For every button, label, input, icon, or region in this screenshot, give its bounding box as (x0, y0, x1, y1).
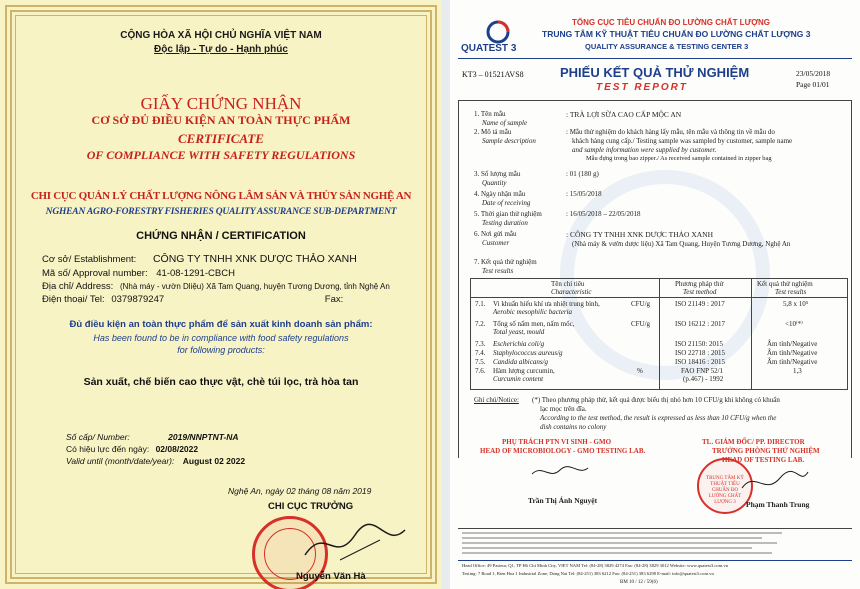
row-unit: CFU/g (631, 320, 651, 328)
th-method-en: Test method (683, 288, 717, 296)
footer-divider (458, 560, 852, 561)
signer2-name: Phạm Thanh Trung (746, 500, 810, 509)
row-no: 7.3. (475, 340, 486, 348)
field2-value-1: : Mẫu thử nghiệm do khách hàng lấy mẫu, tên mẫu và thông tin về mẫu do (566, 128, 775, 136)
body-frame-right (851, 100, 852, 458)
row-method: ISO 18416 : 2015 (675, 358, 725, 366)
valid-row (66, 444, 198, 454)
signer1-title-vn: PHỤ TRÁCH PTN VI SINH - GMO (502, 438, 612, 446)
field5-value: : 16/05/2018 – 22/05/2018 (566, 210, 641, 218)
valid-en-row (66, 456, 245, 466)
approval-row (42, 268, 235, 279)
report-stamp-text: TRUNG TÂM KỸ THUẬT TIÊU CHUẨN ĐO LƯỜNG CHẤT LƯỢNG 3 (706, 476, 744, 505)
header-divider (458, 58, 852, 59)
disclaimer-line (462, 552, 772, 554)
row-name: Candida albicans/g (493, 358, 549, 366)
address-value: (Nhà máy - vườn Dliệu) Xã Tam Quang, huyện Tương Dương, tỉnh Nghệ An (119, 282, 390, 291)
row-unit: % (637, 367, 643, 375)
signer1-signature (530, 462, 590, 482)
valid-en-label: Valid until (month/date/year): (66, 456, 175, 466)
notice-line-3: According to the test method, the result is expressed as less than 10 CFU/g when the (540, 414, 777, 422)
valid-en-value: August 02 2022 (182, 456, 246, 466)
row-no: 7.4. (475, 349, 486, 357)
disclaimer-line (462, 542, 777, 544)
row-method: ISO 16212 : 2017 (675, 320, 725, 328)
agency-name-en: NGHEAN AGRO-FORESTRY FISHERIES QUALITY ASSURANCE SUB-DEPARTMENT (45, 207, 397, 217)
products-line: Sản xuất, chế biến cao thực vật, chè túi lọc, trà hòa tan (83, 376, 359, 388)
row-result: 5,8 x 10⁵ (783, 300, 809, 308)
row-unit: CFU/g (631, 300, 651, 308)
th-characteristic-en: Characteristic (551, 288, 592, 296)
establishment-label: Cơ sở/ Establishment: (42, 254, 137, 265)
row-name: Tổng số nấm men, nấm mốc, (493, 320, 575, 328)
approval-number: 41-08-1291-CBCH (156, 268, 235, 279)
field1-label: 1. Tên mẫu (474, 110, 506, 118)
test-report-document (450, 0, 860, 589)
table-row (471, 358, 847, 367)
certificate-subtitle-en: OF COMPLIANCE WITH SAFETY REGULATIONS (86, 148, 356, 162)
national-motto: Độc lập - Tự do - Hạnh phúc (154, 44, 288, 55)
row-name: Vi khuẩn hiếu khí ưa nhiệt trung bình, (493, 300, 600, 308)
field5-en: Testing duration (482, 219, 528, 227)
row-result: Âm tính/Negative (767, 358, 818, 366)
field4-en: Date of receiving (482, 199, 531, 207)
row-no: 7.1. (475, 300, 486, 308)
notice-line-4: dish contains no colony (540, 423, 607, 431)
signer2-title-vn: TL. GIÁM ĐỐC/ PP. DIRECTOR (702, 438, 805, 446)
compliance-statement-en-2: for following products: (177, 345, 265, 355)
row-name: Hàm lượng curcumin, (493, 367, 555, 375)
row-name-en: Curcumin content (493, 375, 544, 383)
compliance-statement-en: Has been found to be in compliance with food safety regulations (93, 333, 349, 343)
field7-label: 7. Kết quả thử nghiệm (474, 258, 537, 266)
footer-form-code: BM 10 / 12 / 59(6) (620, 580, 658, 585)
report-date: 23/05/2018 (796, 69, 831, 78)
field2-en: Sample description (482, 137, 536, 145)
field3-value: : 01 (180 g) (566, 170, 599, 178)
row-method: ISO 22718 : 2015 (675, 349, 725, 357)
body-frame-left (458, 100, 459, 458)
notice-label: Ghi chú/Notice: (474, 396, 519, 404)
field6-en: Customer (482, 239, 510, 247)
certificate-title-en: CERTIFICATE (178, 131, 264, 146)
field1-value: : TRÀ LỢI SỮA CAO CẤP MỘC AN (566, 110, 682, 119)
footer-testing-site: Testing: 7 Road 1, Bien Hoa 1 Industrial Zone, Dong Nai Tel: (84-251) 383 6212 Fax: (84-251) 383 6298 E-mail: info@quatest3.com.vn (462, 571, 714, 576)
field3-en: Quantity (482, 179, 507, 187)
row-no: 7.5. (475, 358, 486, 366)
country-name: CỘNG HÒA XÃ HỘI CHỦ NGHĨA VIỆT NAM (120, 30, 322, 41)
row-result: <10⁽*⁾ (785, 320, 803, 328)
field6-value-2: (Nhà máy & vườn dược liệu) Xã Tam Quang, Huyện Tương Dương, Nghệ An (572, 240, 791, 248)
phone-label: Điện thoại/ Tel: (42, 294, 105, 305)
number-label: Số cấp/ Number: (66, 432, 130, 442)
address-label: Địa chỉ/ Address: (42, 281, 114, 292)
field3-label: 3. Số lượng mẫu (474, 170, 521, 178)
disclaimer-line (462, 537, 762, 539)
signer-title: CHI CỤC TRƯỞNG (268, 501, 354, 512)
th-result-en: Test results (775, 288, 807, 296)
body-frame-top (458, 100, 852, 101)
phone-row (42, 294, 343, 305)
table-row (471, 349, 847, 358)
signer2-title-en: HEAD OF TESTING LAB. (722, 456, 805, 464)
disclaimer-divider (458, 528, 852, 529)
field4-label: 4. Ngày nhận mẫu (474, 190, 526, 198)
row-result: 1,3 (793, 367, 802, 375)
signer1-title-en: HEAD OF MICROBIOLOGY - GMO TESTING LAB. (480, 447, 646, 455)
compliance-statement-vn: Đủ điều kiện an toàn thực phẩm để sản xuất kinh doanh sản phẩm: (69, 319, 373, 330)
row-method: FAO FNP 52/1 (681, 367, 724, 375)
certificate-title-vn: GIẤY CHỨNG NHẬN (140, 94, 302, 113)
address-row (42, 281, 390, 292)
field6-label: 6. Nơi gửi mẫu (474, 230, 517, 238)
valid-label: Có hiệu lực đến ngày: (66, 444, 150, 454)
signer1-name: Trần Thị Ánh Nguyệt (528, 496, 598, 505)
row-name: Escherichia coli/g (493, 340, 545, 348)
th-method-vn: Phương pháp thử (675, 280, 724, 288)
field1-en: Name of sample (482, 119, 528, 127)
report-page: Page 01/01 (796, 80, 830, 89)
row-no: 7.2. (475, 320, 486, 328)
fax-label: Fax: (324, 294, 344, 305)
th-characteristic-vn: Tên chỉ tiêu (551, 280, 585, 288)
field5-label: 5. Thời gian thử nghiệm (474, 210, 542, 218)
org-name-en: QUALITY ASSURANCE & TESTING CENTER 3 (585, 42, 749, 51)
signature-mark (300, 520, 410, 570)
logo-text: QUATEST 3 (461, 43, 517, 54)
field7-en: Test results (482, 267, 514, 275)
approval-label: Mã số/ Approval number: (42, 268, 148, 279)
row-method: ISO 21149 : 2017 (675, 300, 725, 308)
row-method: ISO 21150: 2015 (675, 340, 723, 348)
field2-label: 2. Mô tả mẫu (474, 128, 512, 136)
table-row (471, 367, 847, 389)
report-title-en: TEST REPORT (596, 82, 688, 93)
field2-value-4: Mẫu đựng trong bao zipper./ As received sample contained in zipper bag (586, 155, 772, 162)
report-title-vn: PHIẾU KẾT QUẢ THỬ NGHIỆM (560, 65, 750, 80)
field6-value-1: : CÔNG TY TNHH XNK DƯỢC THẢO XANH (566, 230, 714, 239)
valid-value: 02/08/2022 (155, 444, 199, 454)
org-name-vn: TRUNG TÂM KỸ THUẬT TIÊU CHUẨN ĐO LƯỜNG CHẤT LƯỢNG 3 (542, 29, 811, 39)
quatest-logo (458, 20, 538, 58)
table-row (471, 320, 847, 340)
row-no: 7.6. (475, 367, 486, 375)
number-value: 2019/NNPTNT-NA (168, 432, 239, 442)
row-name: Staphylococcus aureus/g (493, 349, 563, 357)
row-result: Âm tính/Negative (767, 340, 818, 348)
results-table (470, 278, 848, 390)
footer-head-office: Head Office: 49 Pasteur, Q1, TP Hồ Chí Minh City, VIET NAM Tel: (84-28) 3829 4274 Fax: (84-28) 3829 3012 Website: www.quatest3.com.vn (462, 563, 728, 568)
field2-value-2: khách hàng cung cấp./ Testing sample was sampled by customer, sample name (572, 137, 793, 145)
row-result: Âm tính/Negative (767, 349, 818, 357)
row-name-en: Total yeast, mould (493, 328, 545, 336)
row-name-en: Aerobic mesophilic bacteria (493, 308, 573, 316)
disclaimer-line (462, 532, 782, 534)
phone-value: 0379879247 (111, 294, 165, 305)
table-row (471, 300, 847, 320)
row-method-2: (p.467) - 1992 (683, 375, 724, 383)
disclaimer-block (462, 532, 792, 554)
field4-value: : 15/05/2018 (566, 190, 602, 198)
signer2-signature (740, 468, 810, 498)
establishment-row (42, 253, 357, 265)
number-row (66, 432, 239, 442)
certification-heading: CHỨNG NHẬN / CERTIFICATION (136, 230, 306, 242)
th-result-vn: Kết quả thử nghiệm (757, 280, 813, 288)
certificate-subtitle-vn: CƠ SỞ ĐỦ ĐIỀU KIỆN AN TOÀN THỰC PHẨM (91, 113, 351, 127)
establishment-value: CÔNG TY TNHH XNK DƯỢC THẢO XANH (152, 253, 357, 265)
notice-line-1: (*) Theo phương pháp thử, kết quả được biểu thị nhỏ hơn 10 CFU/g khi không có khuẩn (532, 396, 780, 404)
table-row (471, 340, 847, 349)
issue-date: Nghệ An, ngày 02 tháng 08 năm 2019 (228, 486, 372, 496)
report-ref: KT3 – 01521AVS8 (462, 70, 524, 79)
signer-name: Nguyễn Văn Hà (296, 571, 366, 582)
field2-value-3: and sample information were supplied by customer. (572, 146, 717, 154)
notice-line-2: lạc mọc trên đĩa. (540, 405, 587, 413)
disclaimer-line (462, 547, 752, 549)
agency-name-vn: CHI CỤC QUẢN LÝ CHẤT LƯỢNG NÔNG LÂM SẢN VÀ THỦY SẢN NGHỆ AN (30, 190, 412, 202)
org-top: TỔNG CỤC TIÊU CHUẨN ĐO LƯỜNG CHẤT LƯỢNG (572, 18, 771, 27)
signer2-title-vn-2: TRƯỞNG PHÒNG THỬ NGHIỆM (712, 447, 820, 455)
